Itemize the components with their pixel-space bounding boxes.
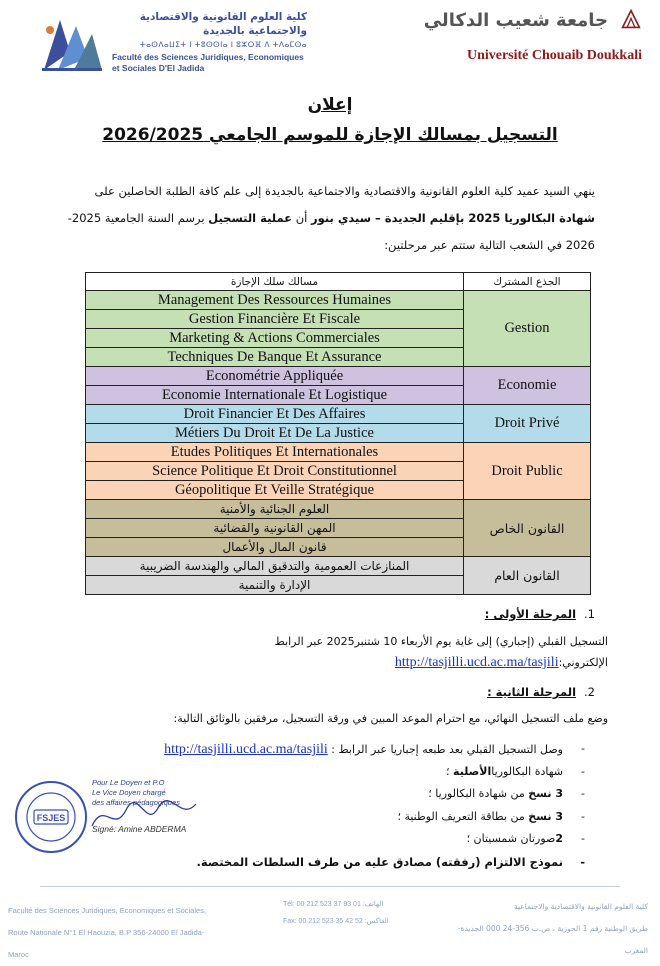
bullet-dash: - [581,787,585,800]
doc-2-bold: الأصلية [453,764,492,778]
header-tronc: الجذع المشترك [464,273,591,291]
table-row [86,291,591,310]
stage-2-text: وضع ملف التسجيل النهائي، مع احترام الموعد المبين في ورقة التسجيل، مرفقين بالوثائق التالية: [173,712,608,725]
intro-line-2-end: برسم السنة الجامعية 2025- [67,211,209,225]
table-row [86,500,591,519]
faculty-name-fr: Faculté des Sciences Juridiques, Economiques et Sociales D'El Jadida [112,52,304,73]
footer-left [8,900,223,966]
bullet-dash: - [581,764,585,778]
footer-left-line-2: Route Nationale N°1 El Haouzia, B.P 356-24000 El Jadida-Maroc [8,928,205,959]
intro-line-2-mid: أن [292,211,311,225]
bullet-dash: - [580,854,585,869]
stage-2-label: المرحلة الثانية : [487,685,577,699]
intro-line-2 [60,205,595,232]
stamp-label: FSJES [36,813,66,823]
filiere-cell: Economie Internationale Et Logistique [86,386,464,405]
list-item [140,787,585,810]
footer-contact [283,896,413,930]
stage-2-heading [487,685,595,699]
faculty-name-tifinagh: ⵜⴰⵙⴷⴰⵡⵉⵜ ⵏ ⵜⵓⵙⵙⵏⴰ ⵏ ⵓⵣⵔⴼ ⴷ ⵜⴷⴰⵎⵙⴰ [139,40,307,49]
doc-1-link[interactable]: http://tasjilli.ucd.ac.ma/tasjili [164,742,328,757]
doc-5-text: صورتان شمسيتان ؛ [466,832,556,845]
doc-3-bold: 3 نسخ [528,787,563,800]
filiere-cell: Marketing & Actions Commerciales [86,329,464,348]
faculty-logo [36,12,106,74]
filiere-cell: Droit Financier Et Des Affaires [86,405,464,424]
page-title: إعلان [307,95,353,115]
list-item [140,855,585,878]
doc-3-text: من شهادة البكالوريا ؛ [428,787,529,800]
filiere-cell: المهن القانونية والقضائية [86,519,464,538]
table-row [86,405,591,424]
tronc-commun-cell: Droit Public [464,443,591,500]
doc-4-bold: 3 نسخ [528,809,563,823]
table-row [86,367,591,386]
doc-2-end: ؛ [446,764,454,778]
tronc-commun-cell: القانون الخاص [464,500,591,557]
footer-right-line-1: كلية العلوم القانونية والاقتصادية والاجتماعية [514,902,648,911]
faculty-name-ar: كلية العلوم القانونية والاقتصادية والاجتماعية بالجديدة [139,11,307,37]
signature-line-3: des affaires pédagogiques [92,798,180,807]
filiere-cell: Science Politique Et Droit Constitutionnel [86,462,464,481]
tronc-commun-cell: Gestion [464,291,591,367]
stage-1-text: التسجيل القبلي (إجباري) إلى غاية يوم الأربعاء 10 شتنبر2025 عبر الرابط [274,635,608,648]
doc-6-text: نموذج الالتزام (رفقته) مصادق عليه من طرف السلطات المختصة. [196,854,563,869]
table-header-row [86,273,591,291]
list-item [140,810,585,833]
signature-line-2: Le Vice Doyen chargé [92,788,166,797]
filiere-cell: Management Des Ressources Humaines [86,291,464,310]
filiere-cell: المنازعات العمومية والتدقيق المالي والهندسة الضريبية [86,557,464,576]
bullet-dash: - [581,809,585,823]
programs-table [85,272,591,595]
intro-line-1: ينهي السيد عميد كلية العلوم القانونية والاقتصادية والاجتماعية بالجديدة إلى علم كافة الطلبة الحاصلين على [94,184,595,198]
footer-divider [40,886,620,887]
list-item [140,832,585,855]
filiere-cell: Econométrie Appliquée [86,367,464,386]
filiere-cell: Techniques De Banque Et Assurance [86,348,464,367]
footer-right-line-2: طريق الوطنية رقم 1 الحوزية ، ص.ب 356-24 000 الجديدة-المغرب [457,924,648,955]
stage-1-heading [485,607,595,621]
stage-1-number: 1. [584,607,595,621]
signer-name: Signé: Amine ABDERMA [92,824,187,834]
filiere-cell: قانون المال والأعمال [86,538,464,557]
table-row [86,557,591,576]
footer-fax: Fax: 00 212 523 35 42 52 :الفاكس [283,918,389,925]
page-subtitle: التسجيل بمسالك الإجازة للموسم الجامعي 2026/2025 [102,125,558,145]
intro-paragraph [60,178,595,259]
doc-1-text: وصل التسجيل القبلي بعد طبعه إجباريا عبر الرابط : [327,743,563,756]
signature-block [92,778,202,834]
filiere-cell: Gestion Financière Et Fiscale [86,310,464,329]
doc-5-bold: 2 [555,832,563,845]
stage-1-link[interactable]: http://tasjilli.ucd.ac.ma/tasjili [394,655,559,670]
university-name-fr: Université Chouaib Doukkali [466,48,642,63]
signature-line-1: Pour Le Doyen et P.O [92,778,165,787]
documents-list [140,742,585,877]
filiere-cell: Géopolitique Et Veille Stratégique [86,481,464,500]
intro-line-3: 2026 في الشعب التالية ستتم عبر مرحلتين: [384,238,595,252]
intro-registration-bold: عملية التسجيل [208,211,293,225]
bullet-dash: - [581,742,585,755]
university-logo [620,8,642,30]
filiere-cell: العلوم الجنائية والأمنية [86,500,464,519]
filiere-cell: Métiers Du Droit Et De La Justice [86,424,464,443]
filiere-cell: الإدارة والتنمية [86,576,464,595]
footer-right [438,896,648,962]
programs-table-body [86,291,591,595]
tronc-commun-cell: القانون العام [464,557,591,595]
faculty-name-block [112,10,307,74]
tronc-commun-cell: Economie [464,367,591,405]
table-row [86,443,591,462]
footer-left-line-1: Faculté des Sciences Juridiques, Economiques et Sociales, [8,906,207,915]
filiere-cell: Etudes Politiques Et Internationales [86,443,464,462]
tronc-commun-cell: Droit Privé [464,405,591,443]
bullet-dash: - [581,832,585,845]
footer-tel: Tél: 00 212 523 37 93 01 :الهاتف [283,901,384,908]
stage-1-label: المرحلة الأولى : [484,607,577,621]
stage-1-link-line [48,655,608,671]
intro-bac-bold: شهادة البكالوريا 2025 بإقليم الجديدة – سيدي بنور [311,211,595,225]
stage-1-link-prefix: الإلكتروني: [558,656,608,669]
doc-2-text: شهادة البكالوريا [491,764,563,778]
stage-2-number: 2. [584,685,595,699]
list-item [140,742,585,765]
doc-4-text: من بطاقة التعريف الوطنية ؛ [397,809,529,823]
header-filieres: مسالك سلك الإجازة [86,273,464,291]
list-item [140,765,585,788]
university-name-ar: جامعة شعيب الدكالي [423,10,608,31]
official-stamp [12,778,90,856]
